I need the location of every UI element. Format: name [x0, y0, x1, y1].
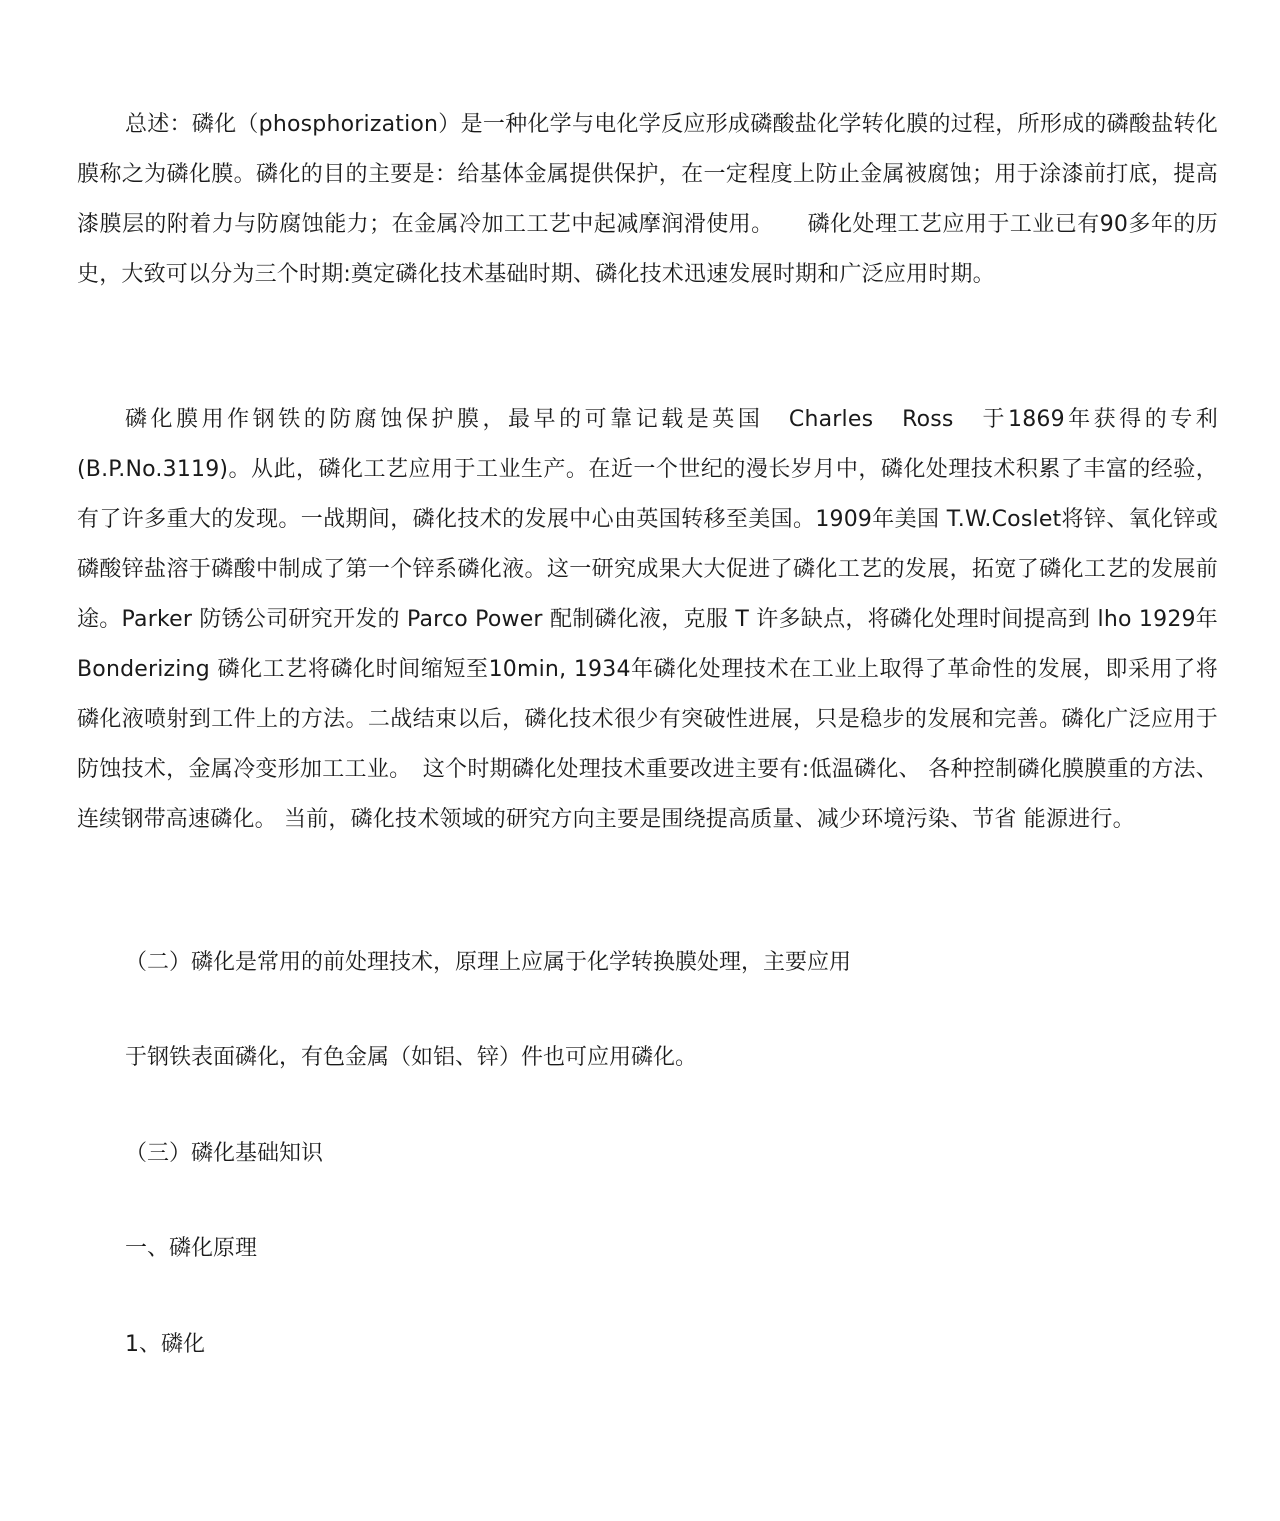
- section-two-line: （二）磷化是常用的前处理技术，原理上应属于化学转换膜处理，主要应用: [125, 950, 852, 975]
- phosphating-subheading: 1、磷化: [125, 1332, 205, 1357]
- history-paragraph: 磷化膜用作钢铁的防腐蚀保护膜，最早的可靠记载是英国 Charles Ross 于1869年获得的专利(B.P.No.3119)。从此，磷化工艺应用于工业生产。在近一个世纪的漫长岁月中，磷化处理技术积累了丰富的经验，有了许多重大的发现。一战期间，磷化技术的发展中心由英国转移至美国。1909年美国 T.W.Coslet将锌、氧化锌或磷酸锌盐溶于磷酸中制成了第一个锌系磷化液。这一研究成果大大促进了磷化工艺的发展，拓宽了磷化工艺的发展前途。Parker 防锈公司研究开发的 Parco Power 配制磷化液，克服 T 许多缺点，将磷化处理时间提高到 lho 1929年 Bonderizing 磷化工艺将磷化时间缩短至10min, 1934年磷化处理技术在工业上取得了革命性的发展，即采用了将磷化液喷射到工件上的方法。二战结束以后，磷化技术很少有突破性进展，只是稳步的发展和完善。磷化广泛应用于防蚀技术，金属冷变形加工工业。 这个时期磷化处理技术重要改进主要有:低温磷化、 各种控制磷化膜膜重的方法、连续钢带高速磷化。 当前，磷化技术领域的研究方向主要是围绕提高质量、减少环境污染、节省 能源进行。: [77, 407, 1218, 832]
- section-two-continuation: 于钢铁表面磷化，有色金属（如铝、锌）件也可应用磷化。: [125, 1045, 698, 1070]
- overview-paragraph: 总述：磷化（phosphorization）是一种化学与电化学反应形成磷酸盐化学转化膜的过程，所形成的磷酸盐转化膜称之为磷化膜。磷化的目的主要是：给基体金属提供保护，在一定程度上防止金属被腐蚀；用于涂漆前打底，提高漆膜层的附着力与防腐蚀能力；在金属冷加工工艺中起减摩润滑使用。 磷化处理工艺应用于工业已有90多年的历史，大致可以分为三个时期:奠定磷化技术基础时期、磷化技术迅速发展时期和广泛应用时期。: [77, 112, 1218, 287]
- section-three-heading: （三）磷化基础知识: [125, 1141, 324, 1166]
- principle-heading: 一、磷化原理: [125, 1236, 258, 1261]
